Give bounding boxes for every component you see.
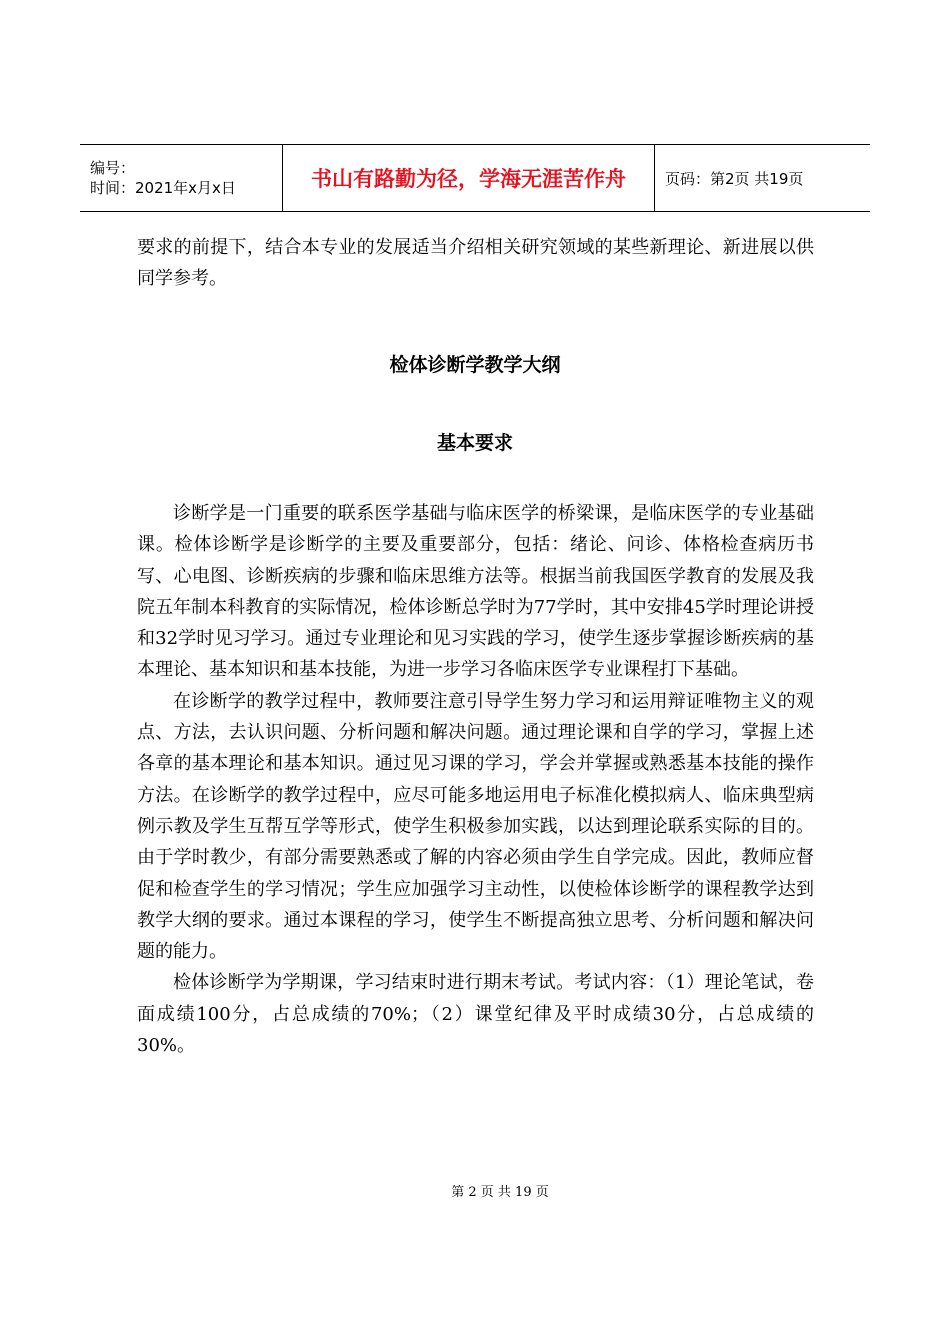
header-page-info bbox=[655, 145, 870, 211]
intro-paragraph: 要求的前提下，结合本专业的发展适当介绍相关研究领域的某些新理论、新进展以供同学参考。 bbox=[137, 237, 814, 290]
paragraph: 诊断学是一门重要的联系医学基础与临床医学的桥梁课，是临床医学的专业基础课。检体诊断学是诊断学的主要及重要部分，包括：绪论、问诊、体格检查病历书写、心电图、诊断疾病的步骤和临床思维方法等。根据当前我国医学教育的发展及我院五年制本科教育的实际情况，检体诊断总学时为77学时，其中安排45学时理论讲授和32学时见习学习。通过专业理论和见习实践的学习，使学生逐步掌握诊断疾病的基本理论、基本知识和基本技能，为进一步学习各临床医学专业课程打下基础。 bbox=[137, 503, 814, 681]
page-header bbox=[80, 144, 870, 212]
number-label: 编号： bbox=[90, 159, 136, 177]
page-footer: 第 2 页 共 19 页 bbox=[451, 1185, 549, 1200]
paragraph: 检体诊断学为学期课，学习结束时进行期末考试。考试内容：（1）理论笔试，卷面成绩100分，占总成绩的70%；（2）课堂纪律及平时成绩30分，占总成绩的30%。 bbox=[137, 972, 814, 1057]
motto: 书山有路勤为径，学海无涯苦作舟 bbox=[311, 167, 626, 191]
header-meta bbox=[80, 145, 282, 211]
section-heading: 基本要求 bbox=[436, 432, 513, 454]
main-text bbox=[137, 498, 814, 1061]
header-motto-cell bbox=[282, 145, 655, 211]
time-label: 时间：2021年x月x日 bbox=[90, 179, 236, 197]
document-title: 检体诊断学教学大纲 bbox=[389, 354, 561, 376]
page-content bbox=[137, 232, 814, 295]
paragraph: 在诊断学的教学过程中，教师要注意引导学生努力学习和运用辩证唯物主义的观点、方法，去认识问题、分析问题和解决问题。通过理论课和自学的学习，掌握上述各章的基本理论和基本知识。通过见习课的学习，学会并掌握或熟悉基本技能的操作方法。在诊断学的教学过程中，应尽可能多地运用电子标准化模拟病人、临床典型病例示教及学生互帮互学等形式，使学生积极参加实践，以达到理论联系实际的目的。由于学时教少，有部分需要熟悉或了解的内容必须由学生自学完成。因此，教师应督促和检查学生的学习情况；学生应加强学习主动性，以使检体诊断学的课程教学达到教学大纲的要求。通过本课程的学习，使学生不断提高独立思考、分析问题和解决问题的能力。 bbox=[137, 690, 814, 963]
page-info: 页码：第2页 共19页 bbox=[665, 169, 804, 188]
